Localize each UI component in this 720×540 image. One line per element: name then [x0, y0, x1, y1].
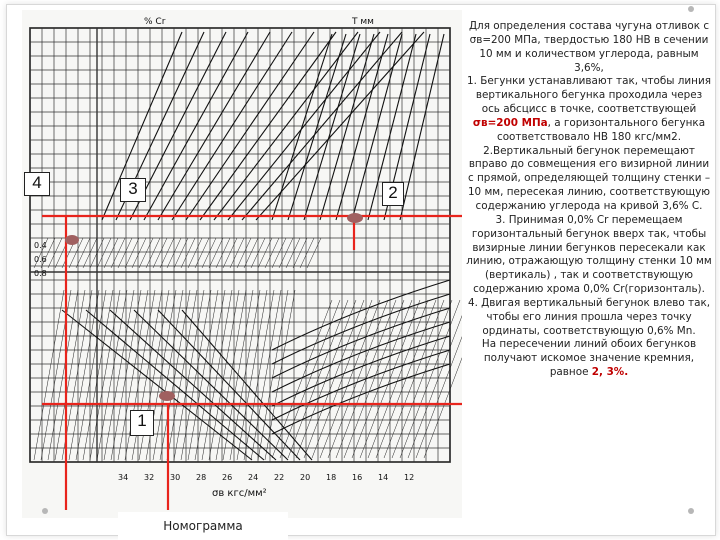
nomogram — [22, 10, 462, 518]
left-tick-label: 0.6 — [34, 255, 47, 264]
bottom-tick-label: 20 — [300, 473, 311, 482]
bottom-tick-label: 30 — [170, 473, 181, 482]
left-tick-label: 0.4 — [34, 241, 47, 250]
marker-4: 4 — [24, 172, 50, 196]
bottom-tick-label: 14 — [378, 473, 389, 482]
axis-label-cr: % Cr — [144, 17, 166, 27]
slide-dot-left — [42, 508, 48, 514]
slider-dot-mn — [65, 235, 79, 245]
bottom-tick-label: 16 — [352, 473, 363, 482]
nomogram-caption: Номограмма — [118, 512, 288, 540]
bottom-tick-label: 22 — [274, 473, 285, 482]
step-3-paragraph: 3. Принимая 0,0% Cr перемещаем горизонтальный бегунок вверх так, чтобы визирные линии бегунков пересекали как линию, отражающую толщину стенки 10 мм (вертикаль) , так и соответствующую содержанию хрома 0,0% Cr(горизонталь). — [466, 213, 712, 296]
slide-dot-top-right — [688, 6, 694, 12]
slide-dot-right — [688, 508, 694, 514]
result-paragraph — [466, 338, 712, 380]
bottom-tick-label: 32 — [144, 473, 155, 482]
slider-dot-si — [159, 391, 175, 401]
axis-label-strength: σв кгс/мм² — [212, 488, 267, 499]
step-4-paragraph: 4. Двигая вертикальный бегунок влево так, чтобы его линия прошла через точку ординаты, соответствующую 0,6% Mn. — [467, 296, 711, 337]
step-1-text-a: 1. Бегунки устанавливают так, чтобы линия вертикального бегунка проходила через ось абсцисс в точке, соответствующей — [467, 75, 711, 116]
marker-1: 1 — [130, 410, 154, 436]
step-2-paragraph: 2.Вертикальный бегунок перемещают вправо до совмещения его визирной линии с прямой, определяющей толщину стенки – 10 мм, пересекая линию, соответствующую содержанию углерода на кривой 3,6% С. — [467, 144, 711, 212]
bottom-tick-label: 28 — [196, 473, 207, 482]
left-tick-label: 0.8 — [34, 269, 47, 278]
slider-dot-thickness — [347, 213, 363, 223]
bottom-tick-label: 34 — [118, 473, 129, 482]
step-1-text-b: , а горизонтального бегунка соответствовало НВ 180 кгс/мм2. — [496, 116, 706, 143]
instruction-text — [466, 20, 712, 380]
bottom-tick-label: 26 — [222, 473, 233, 482]
bottom-tick-label: 24 — [248, 473, 259, 482]
bottom-tick-label: 18 — [326, 473, 337, 482]
marker-2: 2 — [382, 182, 404, 206]
step-1-paragraph — [466, 75, 712, 144]
step-1-highlight: σв=200 МПа — [472, 116, 548, 129]
result-highlight: 2, 3%. — [591, 366, 629, 379]
intro-paragraph: Для определения состава чугуна отливок с σв=200 МПа, твердостью 180 НВ в сечении 10 мм и количеством углерода, равным 3,6%, — [468, 20, 710, 74]
result-text: На пересечении линий обоих бегунков получают искомое значение кремния, равное — [481, 338, 697, 379]
marker-3: 3 — [120, 178, 146, 202]
axis-label-thickness: T мм — [352, 17, 374, 27]
bottom-tick-label: 12 — [404, 473, 415, 482]
